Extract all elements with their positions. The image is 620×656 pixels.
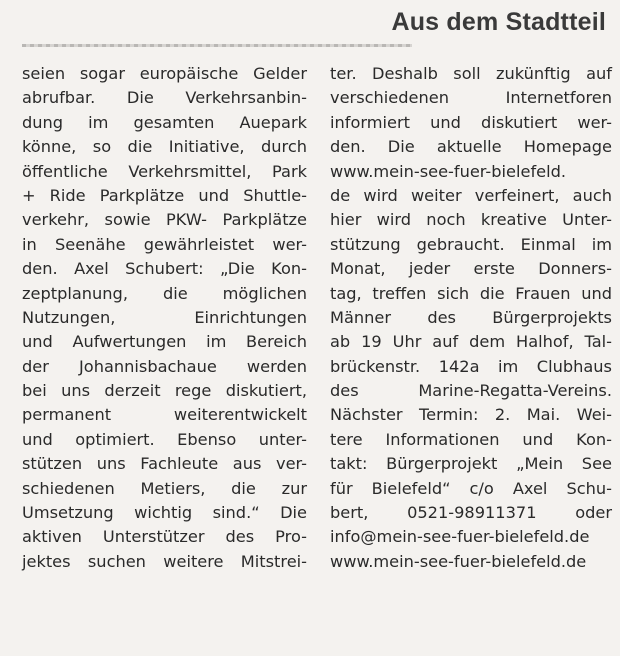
text-line: und Aufwertungen im Bereich xyxy=(22,332,307,352)
text-line: könne, so die Initiative, durch xyxy=(22,137,307,157)
text-line: brückenstr. 142a im Clubhaus xyxy=(330,356,612,376)
text-line: der Johannisbachaue werden xyxy=(22,356,307,376)
text-line: www.mein-see-fuer-bielefeld. xyxy=(330,161,567,181)
text-line: ab 19 Uhr auf dem Halhof, Tal- xyxy=(330,332,612,352)
text-line: stützung gebraucht. Einmal im xyxy=(330,234,612,254)
text-line: bert, 0521-98911371 oder xyxy=(330,503,612,523)
text-line: den. Axel Schubert: „Die Kon- xyxy=(22,259,307,279)
text-line: seien sogar europäische Gelder xyxy=(22,64,307,83)
text-line: in Seenähe gewährleistet wer- xyxy=(22,234,307,254)
text-line: tag, treffen sich die Frauen und xyxy=(330,283,612,303)
text-line: + Ride Parkplätze und Shuttle- xyxy=(22,185,307,205)
text-line: ter. Deshalb soll zukünftig auf xyxy=(330,64,612,83)
text-line: abrufbar. Die Verkehrsanbin- xyxy=(22,88,307,108)
text-line: bei uns derzeit rege diskutiert, xyxy=(22,381,307,401)
text-line: info@mein-see-fuer-bielefeld.de xyxy=(330,527,590,547)
text-line: Männer des Bürgerprojekts xyxy=(330,307,612,327)
text-line: für Bielefeld“ c/o Axel Schu- xyxy=(330,478,612,498)
text-line: und optimiert. Ebenso unter- xyxy=(22,429,307,449)
text-line: www.mein-see-fuer-bielefeld.de xyxy=(330,551,587,571)
text-line: verkehr, sowie PKW- Parkplätze xyxy=(22,210,307,230)
text-line: tere Informationen und Kon- xyxy=(330,429,612,449)
text-line: zeptplanung, die möglichen xyxy=(22,283,307,303)
text-line: schiedenen Metiers, die zur xyxy=(22,478,307,498)
text-line: aktiven Unterstützer des Pro- xyxy=(22,527,307,547)
text-line: stützen uns Fachleute aus ver- xyxy=(22,454,307,474)
text-line: Nutzungen, Einrichtungen xyxy=(22,307,307,327)
text-line: de wird weiter verfeinert, auch xyxy=(330,185,612,205)
article-column-left xyxy=(22,62,307,574)
text-line: öffentliche Verkehrsmittel, Park xyxy=(22,161,307,181)
text-line: jektes suchen weitere Mitstrei- xyxy=(22,551,307,571)
text-line: verschiedenen Internetforen xyxy=(330,88,612,108)
text-line: dung im gesamten Auepark xyxy=(22,112,307,132)
text-line: den. Die aktuelle Homepage xyxy=(330,137,612,157)
text-line: des Marine-Regatta-Vereins. xyxy=(330,381,612,401)
article-column-right xyxy=(330,62,612,574)
text-line: Monat, jeder erste Donners- xyxy=(330,259,612,279)
text-line: Umsetzung wichtig sind.“ Die xyxy=(22,503,307,523)
text-line: informiert und diskutiert wer- xyxy=(330,112,612,132)
text-line: permanent weiterentwickelt xyxy=(22,405,307,425)
text-line: hier wird noch kreative Unter- xyxy=(330,210,612,230)
section-title: Aus dem Stadtteil xyxy=(391,8,606,36)
header-divider xyxy=(22,44,412,47)
text-line: takt: Bürgerprojekt „Mein See xyxy=(330,454,612,474)
text-line: Nächster Termin: 2. Mai. Wei- xyxy=(330,405,612,425)
